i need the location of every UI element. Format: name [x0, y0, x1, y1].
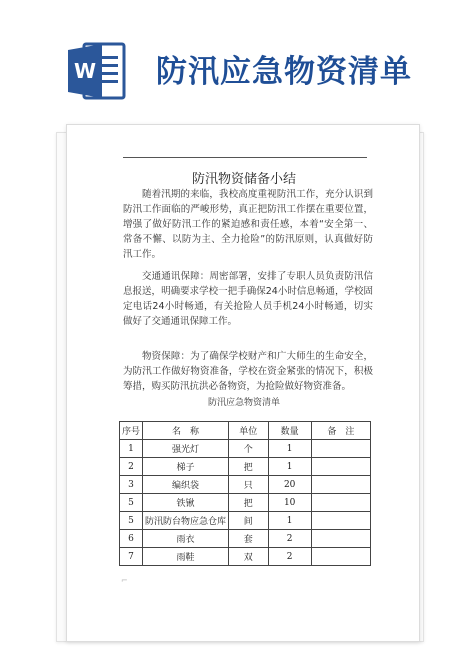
- header-no: 序号: [120, 422, 143, 440]
- cell-name: 强光灯: [143, 440, 229, 458]
- cell-no: 5: [120, 512, 143, 530]
- paragraph-supplies: 物资保障：为了确保学校财产和广大师生的生命安全，为防汛工作做好物资准备，学校在资金紧张的情况下，积极筹措，购买防汛抗洪必备物资，为抢险做好物资准备。: [123, 351, 373, 392]
- cell-unit: 间: [229, 512, 268, 530]
- cell-remarks: [311, 440, 370, 458]
- header-rule: [123, 157, 367, 158]
- cell-no: 6: [120, 530, 143, 548]
- cell-quantity: 20: [268, 476, 311, 494]
- cell-unit: 双: [229, 548, 268, 566]
- table-caption: 防汛应急物资清单: [207, 398, 280, 408]
- cell-remarks: [311, 458, 370, 476]
- cell-quantity: 1: [268, 512, 311, 530]
- cell-name: 雨鞋: [143, 548, 229, 566]
- cell-unit: 把: [229, 494, 268, 512]
- summary-title: 防汛物资储备小结: [191, 172, 296, 187]
- cell-unit: 个: [229, 440, 268, 458]
- cell-quantity: 2: [268, 530, 311, 548]
- header-unit: 单位: [229, 422, 268, 440]
- cell-no: 2: [120, 458, 143, 476]
- word-document-icon: [66, 40, 128, 102]
- table-row: [120, 530, 371, 548]
- cell-quantity: 10: [268, 494, 311, 512]
- page-title: 防汛应急物资清单: [156, 54, 412, 90]
- document-page: [66, 124, 420, 642]
- header-name: 名 称: [143, 422, 229, 440]
- header-quantity: 数量: [268, 422, 311, 440]
- paragraph-communication: 交通通讯保障：周密部署，安排了专职人员负责防汛信息报送，明确要求学校一把手确保24小时信息畅通，学校固定电话24小时畅通，有关抢险人员手机24小时畅通，切实做好了交通通讯保障工作。: [123, 271, 373, 327]
- cell-remarks: [311, 476, 370, 494]
- cell-remarks: [311, 548, 370, 566]
- table-row: [120, 476, 371, 494]
- cell-remarks: [311, 512, 370, 530]
- supplies-table: [119, 421, 371, 566]
- cell-no: 5: [120, 494, 143, 512]
- cell-unit: 只: [229, 476, 268, 494]
- svg-text:W: W: [73, 59, 97, 83]
- cell-name: 铁锹: [143, 494, 229, 512]
- cell-name: 梯子: [143, 458, 229, 476]
- cell-no: 1: [120, 440, 143, 458]
- cell-remarks: [311, 530, 370, 548]
- paragraph-intro: 随着汛期的来临，我校高度重视防汛工作，充分认识到防汛工作面临的严峻形势，真正把防汛工作摆在重要位置，增强了做好防汛工作的紧迫感和责任感，本着“安全第一、常备不懈、以防为主、全力抢险”的防汛原则，认真做好防汛工作。: [123, 189, 373, 260]
- cell-quantity: 1: [268, 440, 311, 458]
- cell-no: 3: [120, 476, 143, 494]
- cell-unit: 把: [229, 458, 268, 476]
- table-row: [120, 512, 371, 530]
- table-row: [120, 458, 371, 476]
- header-banner: [0, 0, 474, 120]
- cell-remarks: [311, 494, 370, 512]
- cell-name: 雨衣: [143, 530, 229, 548]
- cell-name: 防汛防台物应急仓库: [143, 512, 229, 530]
- page-corner-mark: ⌐: [121, 576, 128, 585]
- cell-quantity: 2: [268, 548, 311, 566]
- table-row: [120, 494, 371, 512]
- table-row: [120, 548, 371, 566]
- cell-no: 7: [120, 548, 143, 566]
- cell-unit: 套: [229, 530, 268, 548]
- table-row: [120, 440, 371, 458]
- cell-name: 编织袋: [143, 476, 229, 494]
- cell-quantity: 1: [268, 458, 311, 476]
- header-remarks: 备 注: [311, 422, 370, 440]
- table-header-row: [120, 422, 371, 440]
